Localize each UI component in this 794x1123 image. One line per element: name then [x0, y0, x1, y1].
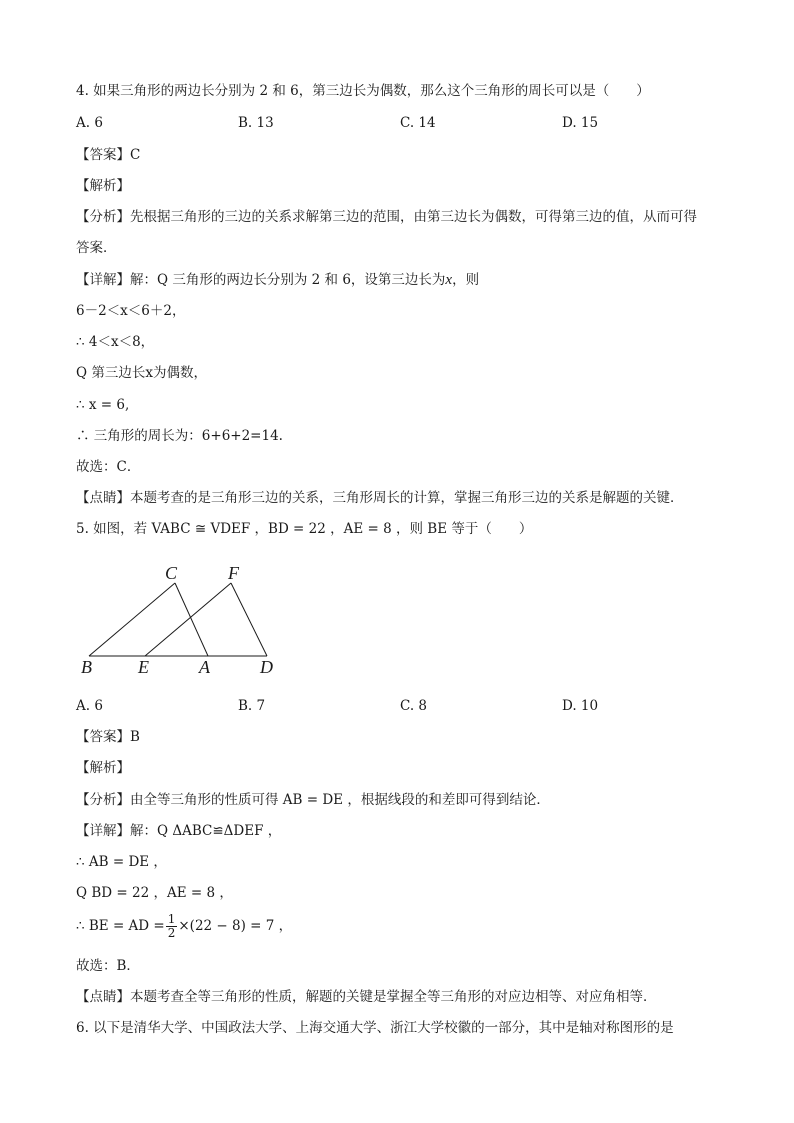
- q4-xiangjie-text: 【详解】解：Q 三角形的两边长分别为 2 和 6，设第三边长为: [76, 272, 446, 288]
- q5-option-b: B. 7: [238, 698, 266, 714]
- q4-step5: ∴ 三角形的周长为：6+6+2=14.: [76, 428, 283, 444]
- q4-step3: Q 第三边长x为偶数，: [76, 365, 207, 381]
- q5-step2: Q BD = 22 ，AE = 8 ，: [76, 885, 233, 901]
- q5-triangle-figure: [80, 560, 290, 680]
- fraction-one-half: [166, 913, 178, 940]
- q5-xiangjie: 【详解】解：Q ΔABC≌ΔDEF ，: [76, 823, 282, 839]
- q4-option-d: D. 15: [562, 115, 599, 131]
- q4-step4: ∴ x = 6,: [76, 397, 130, 413]
- q5-option-d: D. 10: [562, 698, 599, 714]
- q4-analysis-title: 【解析】: [76, 178, 130, 194]
- q4-step2: ∴ 4＜x＜8，: [76, 334, 155, 350]
- label-e: E: [138, 657, 149, 677]
- q5-step3: [76, 909, 292, 943]
- segment-ca: [175, 583, 208, 656]
- q4-answer: 【答案】C: [76, 147, 141, 163]
- q5-analysis-title: 【解析】: [76, 760, 130, 776]
- q5-fenxi: 【分析】由全等三角形的性质可得 AB = DE ，根据线段的和差即可得到结论．: [76, 792, 550, 808]
- q5-step3-lhs: ∴ BE = AD =: [76, 918, 165, 934]
- label-c: C: [165, 563, 178, 583]
- label-d: D: [260, 657, 273, 677]
- q4-choose: 故选：C．: [76, 459, 141, 475]
- q4-fenxi: 【分析】先根据三角形的三边的关系求解第三边的范围，由第三边长为偶数，可得第三边的值，从而可得: [76, 209, 697, 225]
- segment-fd: [231, 583, 267, 656]
- q4-xiangjie: [76, 271, 479, 289]
- q5-step3-rhs: ×(22 − 8) = 7 ，: [178, 918, 293, 934]
- q4-variable-x: x: [445, 272, 453, 288]
- q4-option-a: A. 6: [76, 115, 103, 131]
- fraction-denominator: 2: [167, 926, 176, 940]
- segment-ef: [145, 583, 231, 656]
- segment-bc: [89, 583, 175, 656]
- q5-comment: 【点睛】本题考查全等三角形的性质，解题的关键是掌握全等三角形的对应边相等、对应角相等．: [76, 989, 657, 1005]
- q4-fenxi-cont: 答案．: [76, 240, 117, 256]
- q5-choose: 故选：B．: [76, 958, 140, 974]
- fraction-numerator: 1: [167, 912, 176, 926]
- q4-step1: 6－2＜x＜6＋2，: [76, 303, 186, 319]
- q6-stem: 6. 以下是清华大学、中国政法大学、上海交通大学、浙江大学校徽的一部分，其中是轴对称图形的是: [76, 1020, 674, 1036]
- q5-step1: ∴ AB = DE ，: [76, 854, 167, 870]
- q4-comment: 【点睛】本题考查的是三角形三边的关系，三角形周长的计算，掌握三角形三边的关系是解题的关键．: [76, 490, 684, 506]
- q5-answer: 【答案】B: [76, 729, 140, 745]
- label-a: A: [199, 657, 210, 677]
- q4-xiangjie-tail: ，则: [452, 272, 480, 288]
- q5-stem: 5. 如图，若 VABC ≅ VDEF ，BD = 22 ，AE = 8 ，则 BE 等于（ ）: [76, 521, 533, 537]
- q5-option-c: C. 8: [400, 698, 428, 714]
- label-f: F: [228, 563, 239, 583]
- q4-stem: 4. 如果三角形的两边长分别为 2 和 6，第三边长为偶数，那么这个三角形的周长可以是（ ）: [76, 83, 650, 99]
- q4-option-b: B. 13: [238, 115, 274, 131]
- q5-option-a: A. 6: [76, 698, 103, 714]
- label-b: B: [81, 657, 92, 677]
- q4-option-c: C. 14: [400, 115, 436, 131]
